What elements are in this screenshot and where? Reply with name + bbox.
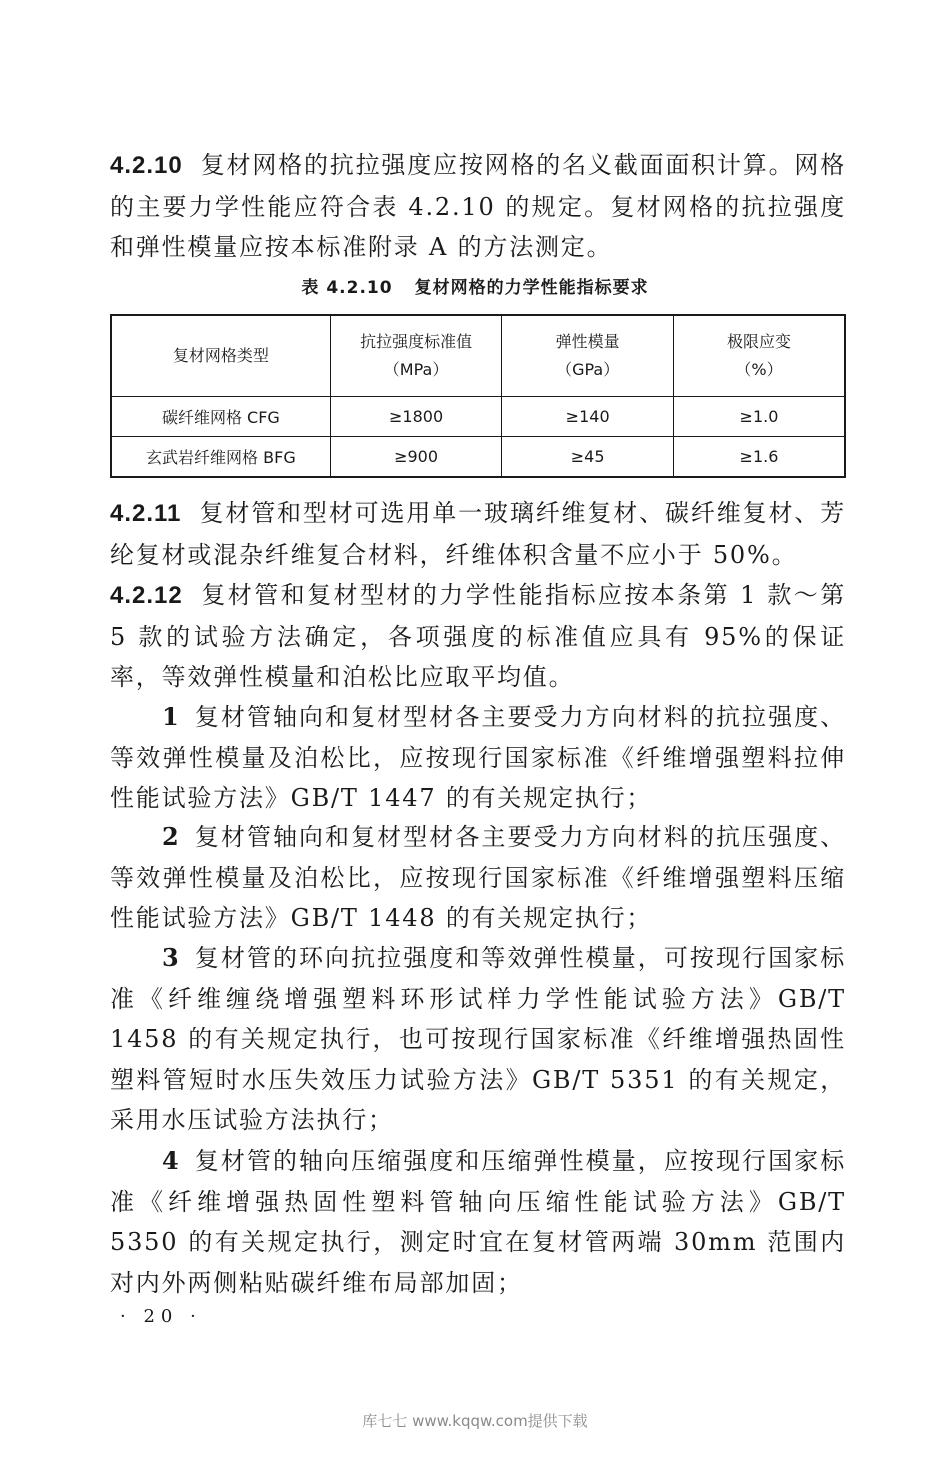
table-cell: 碳纤维网格 CFG <box>111 397 330 437</box>
clause-text: 复材管和复材型材的力学性能指标应按本条第 1 款～第 5 款的试验方法确定，各项强度的标准值应具有 95%的保证率，等效弹性模量和泊松比应取平均值。 <box>110 581 846 691</box>
table-cell: ≥1.6 <box>673 437 845 478</box>
clause-number: 4.2.10 <box>110 152 183 179</box>
item-number: 3 <box>162 943 181 972</box>
table-cell: ≥1800 <box>330 397 502 437</box>
table-cell: ≥45 <box>502 437 674 478</box>
clause-text: 复材网格的抗拉强度应按网格的名义截面面积计算。网格的主要力学性能应符合表 4.2.10 的规定。复材网格的抗拉强度和弹性模量应按本标准附录 A 的方法测定。 <box>110 151 846 261</box>
list-item <box>110 697 846 819</box>
item-number: 4 <box>162 1146 181 1175</box>
clause-4-2-11 <box>110 493 846 575</box>
item-number: 2 <box>162 822 181 851</box>
table-caption <box>0 273 950 298</box>
clause-4-2-10 <box>110 145 846 268</box>
header-tensile-strength: 抗拉强度标准值 （MPa） <box>330 315 502 397</box>
page-number: · 20 · <box>120 1306 202 1327</box>
table-cell: ≥140 <box>502 397 674 437</box>
table-header-row <box>111 315 845 397</box>
item-text: 复材管轴向和复材型材各主要受力方向材料的抗压强度、等效弹性模量及泊松比，应按现行国家标准《纤维增强塑料压缩性能试验方法》GB/T 1448 的有关规定执行； <box>110 823 846 932</box>
item-number: 1 <box>162 702 181 731</box>
table-row <box>111 437 845 478</box>
table-cell: 玄武岩纤维网格 BFG <box>111 437 330 478</box>
header-elastic-modulus: 弹性模量 （GPa） <box>502 315 674 397</box>
list-item <box>110 1141 846 1303</box>
list-item <box>110 938 846 1141</box>
mechanical-properties-table <box>110 314 846 478</box>
item-text: 复材管的轴向压缩强度和压缩弹性模量，应按现行国家标准《纤维增强热固性塑料管轴向压缩性能试验方法》GB/T 5350 的有关规定执行，测定时宜在复材管两端 30mm 范围内对内外两侧粘贴碳纤维布局部加固； <box>110 1147 846 1297</box>
list-item <box>110 817 846 939</box>
clause-text: 复材管和型材可选用单一玻璃纤维复材、碳纤维复材、芳纶复材或混杂纤维复合材料，纤维体积含量不应小于 50%。 <box>110 499 846 569</box>
item-text: 复材管轴向和复材型材各主要受力方向材料的抗拉强度、等效弹性模量及泊松比，应按现行国家标准《纤维增强塑料拉伸性能试验方法》GB/T 1447 的有关规定执行； <box>110 703 846 812</box>
header-grid-type: 复材网格类型 <box>111 315 330 397</box>
header-ultimate-strain: 极限应变 （%） <box>673 315 845 397</box>
clause-number: 4.2.11 <box>110 500 182 527</box>
table-caption-number: 表 4.2.10 <box>301 278 393 298</box>
table-row <box>111 397 845 437</box>
watermark-text: 库七七 www.kqqw.com提供下载 <box>362 1412 588 1430</box>
table-cell: ≥900 <box>330 437 502 478</box>
item-text: 复材管的环向抗拉强度和等效弹性模量，可按现行国家标准《纤维缠绕增强塑料环形试样力学性能试验方法》GB/T 1458 的有关规定执行，也可按现行国家标准《纤维增强热固性塑料管短时水压失效压力试验方法》GB/T 5351 的有关规定，采用水压试验方法执行； <box>110 944 846 1134</box>
clause-4-2-12 <box>110 575 846 698</box>
clause-number: 4.2.12 <box>110 582 183 609</box>
table-caption-title: 复材网格的力学性能指标要求 <box>414 278 649 298</box>
table-cell: ≥1.0 <box>673 397 845 437</box>
